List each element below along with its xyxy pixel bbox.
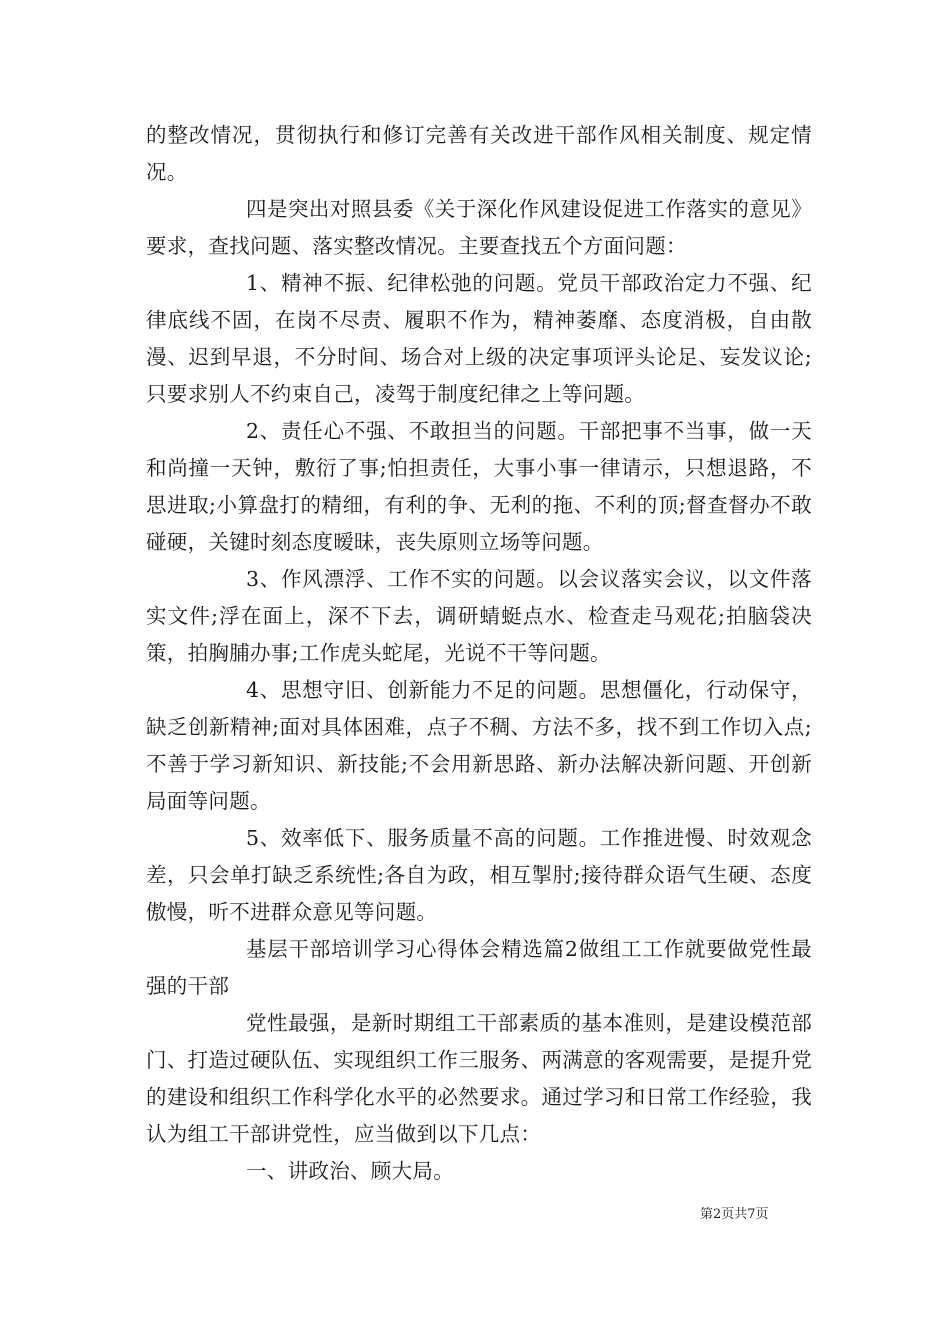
paragraph-7: 5、效率低下、服务质量不高的问题。工作推进慢、时效观念差，只会单打缺乏系统性;各自为政，相互掣肘;接待群众语气生硬、态度傲慢，听不进群众意见等问题。 bbox=[146, 826, 812, 924]
paragraph-4: 2、责任心不强、不敢担当的问题。干部把事不当事，做一天和尚撞一天钟，敷衍了事;怕担责任，大事小事一律请示，只想退路，不思进取;小算盘打的精细，有利的争、无利的拖、不利的顶;督查督办不敢碰硬，关键时刻态度暧昧，丧失原则立场等问题。 bbox=[146, 419, 812, 554]
page-number: 第2页共7页 bbox=[700, 1207, 769, 1222]
paragraph-9: 党性最强，是新时期组工干部素质的基本准则，是建设模范部门、打造过硬队伍、实现组织工作三服务、两满意的客观需要，是提升党的建设和组织工作科学化水平的必然要求。通过学习和日常工作经验，我认为组工干部讲党性，应当做到以下几点： bbox=[146, 1011, 812, 1146]
paragraph-6: 4、思想守旧、创新能力不足的问题。思想僵化，行动保守，缺乏创新精神;面对具体困难，点子不稠、方法不多，找不到工作切入点;不善于学习新知识、新技能;不会用新思路、新办法解决新问题、开创新局面等问题。 bbox=[146, 678, 812, 813]
paragraph-3: 1、精神不振、纪律松弛的问题。党员干部政治定力不强、纪律底线不固，在岗不尽责、履职不作为，精神萎靡、态度消极，自由散漫、迟到早退，不分时间、场合对上级的决定事项评头论足、妄发议论;只要求别人不约束自己，凌驾于制度纪律之上等问题。 bbox=[146, 271, 812, 406]
paragraph-2: 四是突出对照县委《关于深化作风建设促进工作落实的意见》要求，查找问题、落实整改情况。主要查找五个方面问题： bbox=[146, 197, 812, 258]
section-heading: 基层干部培训学习心得体会精选篇2做组工工作就要做党性最强的干部 bbox=[146, 937, 812, 998]
paragraph-5: 3、作风漂浮、工作不实的问题。以会议落实会议，以文件落实文件;浮在面上，深不下去，调研蜻蜓点水、检查走马观花;拍脑袋决策，拍胸脯办事;工作虎头蛇尾，光说不干等问题。 bbox=[146, 567, 812, 665]
paragraph-10: 一、讲政治、顾大局。 bbox=[246, 1159, 454, 1183]
paragraph-1: 的整改情况，贯彻执行和修订完善有关改进干部作风相关制度、规定情况。 bbox=[146, 123, 812, 184]
document-body bbox=[146, 117, 812, 1190]
